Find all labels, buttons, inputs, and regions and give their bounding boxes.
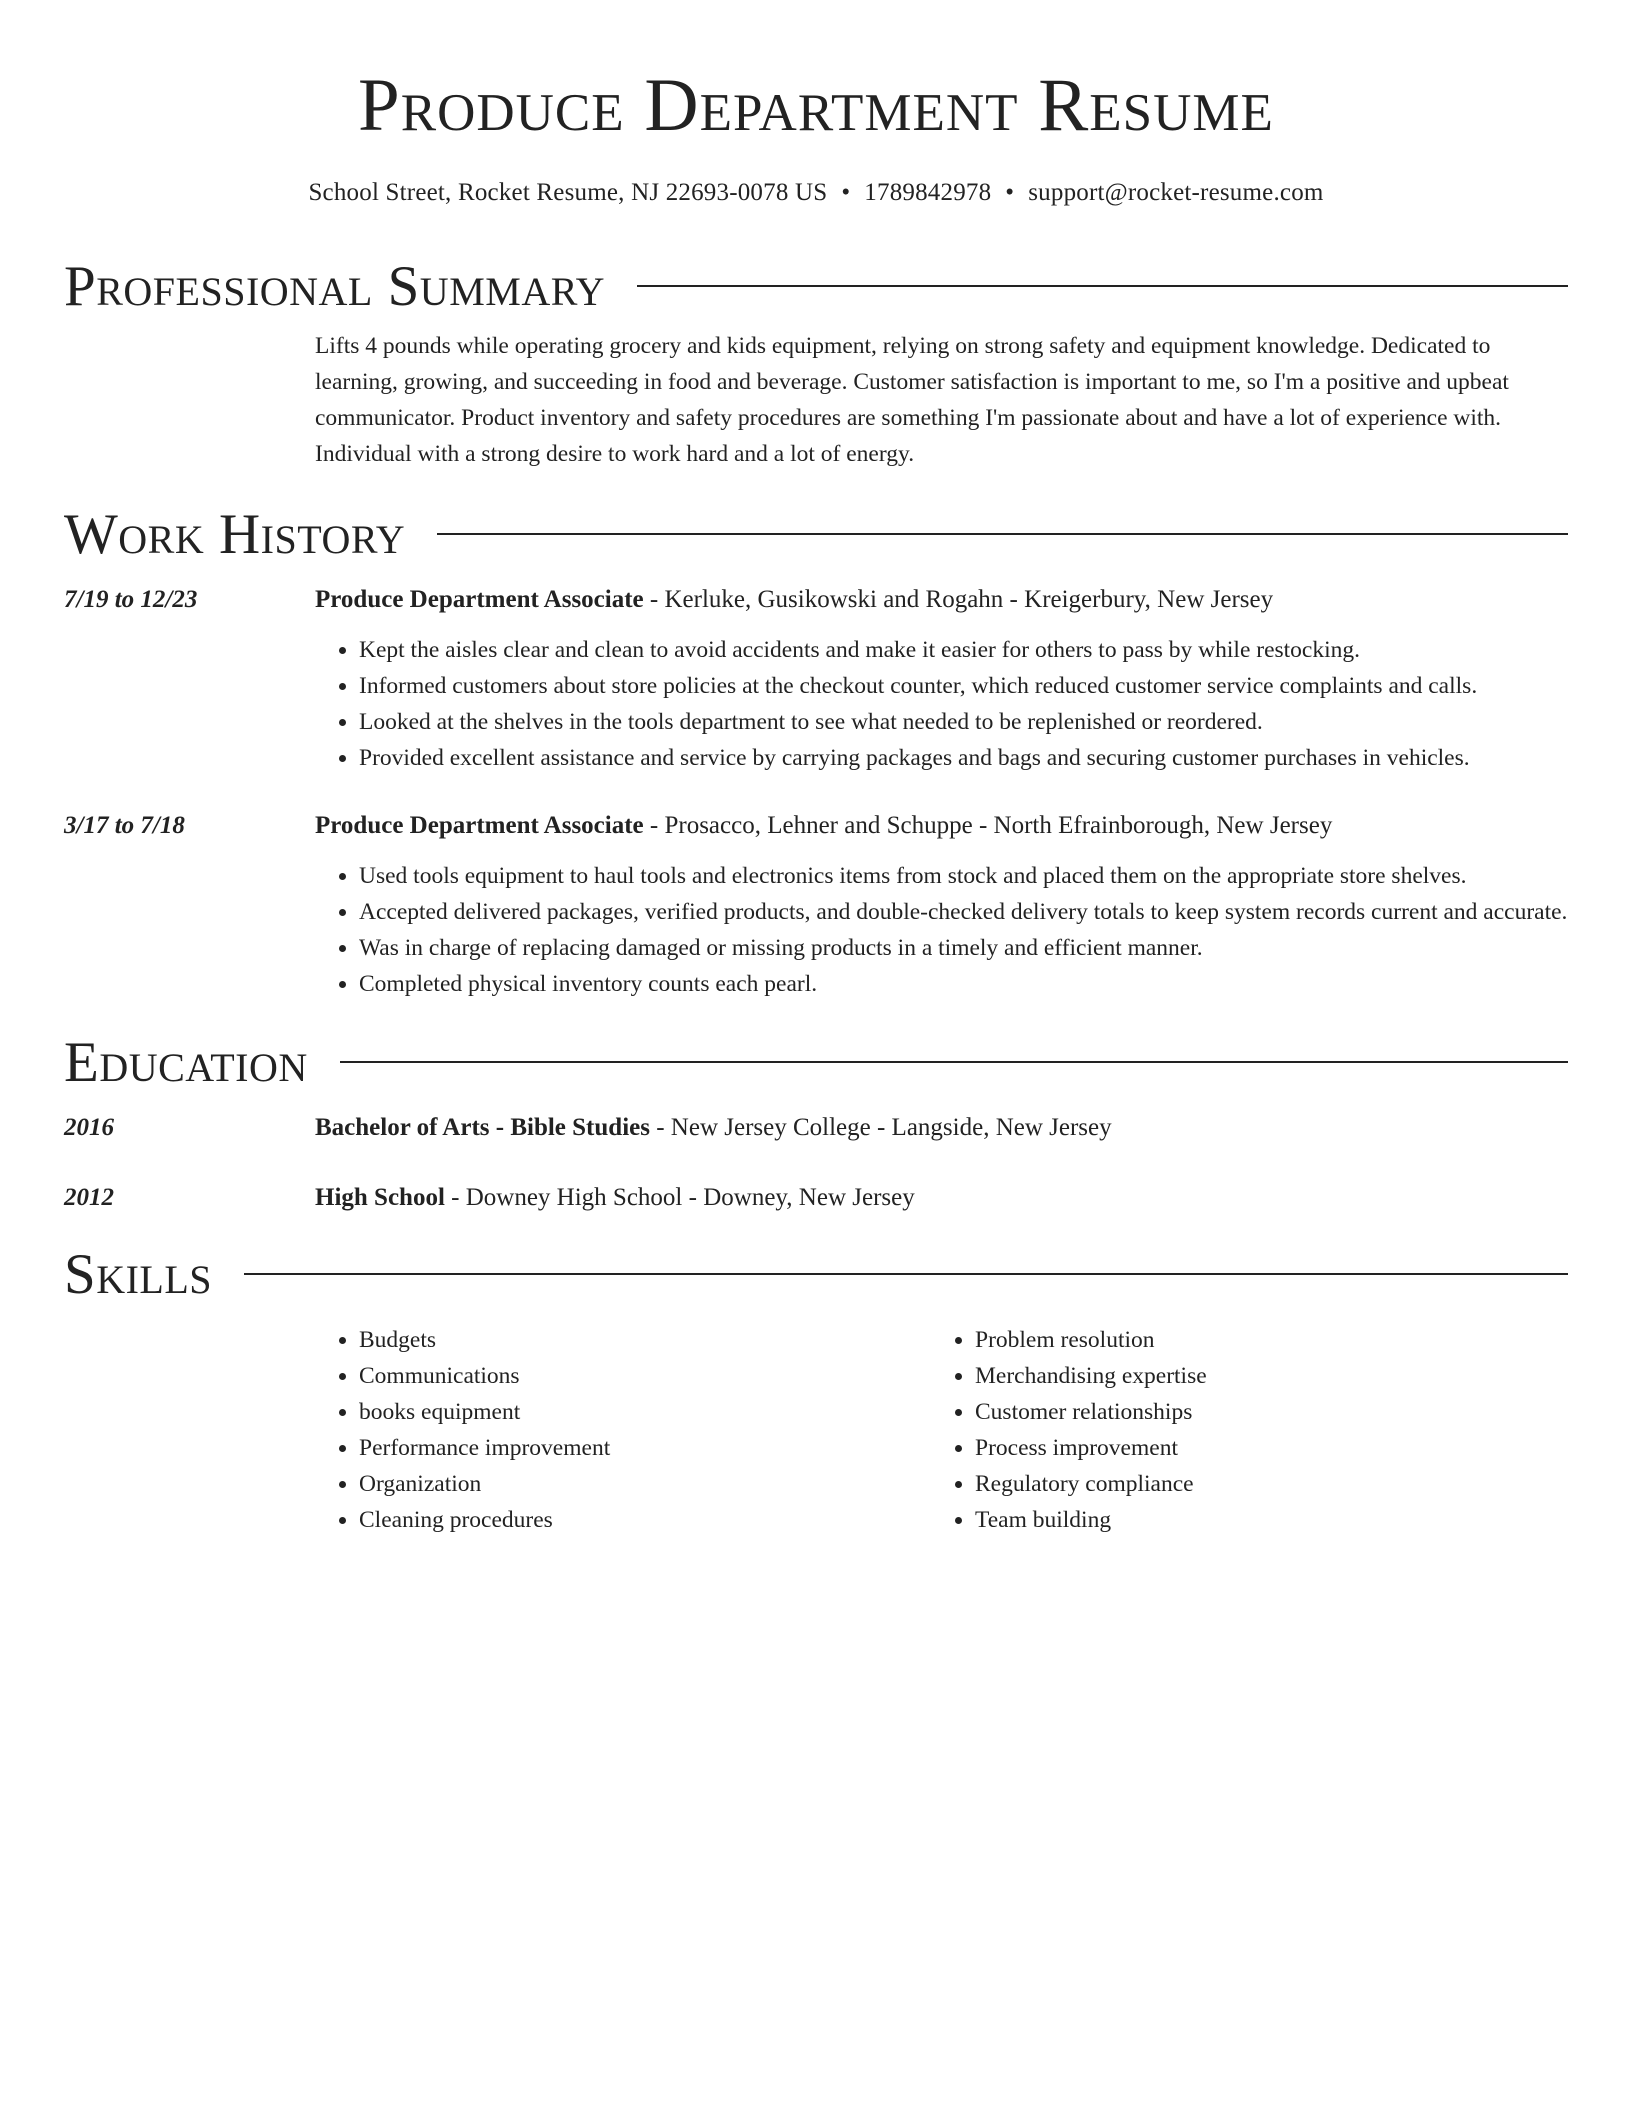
job-title-line xyxy=(315,808,1568,844)
job-dates: 3/17 to 7/18 xyxy=(64,812,185,839)
education-entry xyxy=(64,1180,1568,1216)
job-entry xyxy=(64,808,1568,1002)
skills-list-left xyxy=(315,1322,931,1538)
skill-item: • Team building xyxy=(975,1502,1547,1538)
job-bullet: • Completed physical inventory counts each pearl. xyxy=(359,966,1568,1002)
skill-item: • Merchandising expertise xyxy=(975,1358,1547,1394)
skills-section-header xyxy=(64,1240,1568,1310)
skills-list-right xyxy=(931,1322,1547,1538)
contact-separator: • xyxy=(841,179,851,206)
job-bullet: • Accepted delivered packages, verified products, and double-checked delivery totals to keep system records current and accurate. xyxy=(359,894,1568,930)
skill-item: • Organization xyxy=(359,1466,931,1502)
education-details: - New Jersey College - Langside, New Jersey xyxy=(649,1114,1112,1141)
section-divider xyxy=(437,533,1568,535)
job-body xyxy=(315,582,1568,776)
skills-left-spacer xyxy=(64,1322,315,1538)
job-title: Produce Department Associate xyxy=(315,812,644,839)
section-divider xyxy=(637,285,1568,287)
education-section-header xyxy=(64,1028,1568,1098)
job-details: - Kerluke, Gusikowski and Rogahn - Kreigerbury, New Jersey xyxy=(643,586,1274,613)
job-body xyxy=(315,808,1568,1002)
job-entry xyxy=(64,582,1568,776)
education-line xyxy=(315,1110,1568,1146)
education-details: - Downey High School - Downey, New Jersey xyxy=(444,1184,915,1211)
skills-row xyxy=(64,1322,1568,1538)
skill-item: • Customer relationships xyxy=(975,1394,1547,1430)
job-bullet: • Informed customers about store policies at the checkout counter, which reduced customer service complaints and calls. xyxy=(359,668,1568,704)
work-heading: Work History xyxy=(64,503,406,566)
contact-email: support@rocket-resume.com xyxy=(1028,179,1324,206)
skill-item: • books equipment xyxy=(359,1394,931,1430)
skills-columns xyxy=(315,1322,1568,1538)
skill-item: • Performance improvement xyxy=(359,1430,931,1466)
job-bullets xyxy=(315,858,1568,1002)
summary-row xyxy=(64,328,1568,472)
job-bullet: • Used tools equipment to haul tools and electronics items from stock and placed them on the appropriate store shelves. xyxy=(359,858,1568,894)
skill-item: • Regulatory compliance xyxy=(975,1466,1547,1502)
summary-left-spacer xyxy=(64,328,315,472)
education-heading: Education xyxy=(64,1031,308,1094)
contact-phone: 1789842978 xyxy=(864,179,992,206)
skill-item: • Problem resolution xyxy=(975,1322,1547,1358)
work-section-header xyxy=(64,500,1568,570)
section-divider xyxy=(244,1273,1568,1275)
skill-item: • Communications xyxy=(359,1358,931,1394)
education-line xyxy=(315,1180,1568,1216)
education-year: 2012 xyxy=(64,1184,114,1211)
education-entry xyxy=(64,1110,1568,1146)
job-title-line xyxy=(315,582,1568,618)
skill-item: • Budgets xyxy=(359,1322,931,1358)
skill-item: • Process improvement xyxy=(975,1430,1547,1466)
education-degree: High School xyxy=(315,1184,445,1211)
job-dates: 7/19 to 12/23 xyxy=(64,586,198,613)
contact-separator: • xyxy=(1005,179,1015,206)
job-bullet: • Looked at the shelves in the tools department to see what needed to be replenished or reordered. xyxy=(359,704,1568,740)
skill-item: • Cleaning procedures xyxy=(359,1502,931,1538)
contact-line xyxy=(64,176,1568,210)
job-details: - Prosacco, Lehner and Schuppe - North Efrainborough, New Jersey xyxy=(643,812,1333,839)
job-bullet: • Was in charge of replacing damaged or missing products in a timely and efficient manner. xyxy=(359,930,1568,966)
job-bullet: • Kept the aisles clear and clean to avoid accidents and make it easier for others to pass by while restocking. xyxy=(359,632,1568,668)
summary-text: Lifts 4 pounds while operating grocery and kids equipment, relying on strong safety and equipment knowledge. Dedicated to learning, growing, and succeeding in food and beverage. Customer satisfaction is important to me, so I'm a positive and upbeat communicator. Product inventory and safety procedures are something I'm passionate about and have a lot of experience with. Individual with a strong desire to work hard and a lot of energy. xyxy=(315,333,1509,467)
summary-section-header xyxy=(64,252,1568,322)
job-title: Produce Department Associate xyxy=(315,586,644,613)
section-divider xyxy=(340,1061,1568,1063)
job-bullet: • Provided excellent assistance and service by carrying packages and bags and securing customer purchases in vehicles. xyxy=(359,740,1568,776)
contact-address: School Street, Rocket Resume, NJ 22693-0078 US xyxy=(308,179,828,206)
job-bullets xyxy=(315,632,1568,776)
skills-heading: Skills xyxy=(64,1243,213,1306)
education-year: 2016 xyxy=(64,1114,114,1141)
education-degree: Bachelor of Arts - Bible Studies xyxy=(315,1114,650,1141)
summary-heading: Professional Summary xyxy=(64,255,606,318)
resume-name: Produce Department Resume xyxy=(358,64,1274,147)
resume-page xyxy=(64,0,1568,1538)
